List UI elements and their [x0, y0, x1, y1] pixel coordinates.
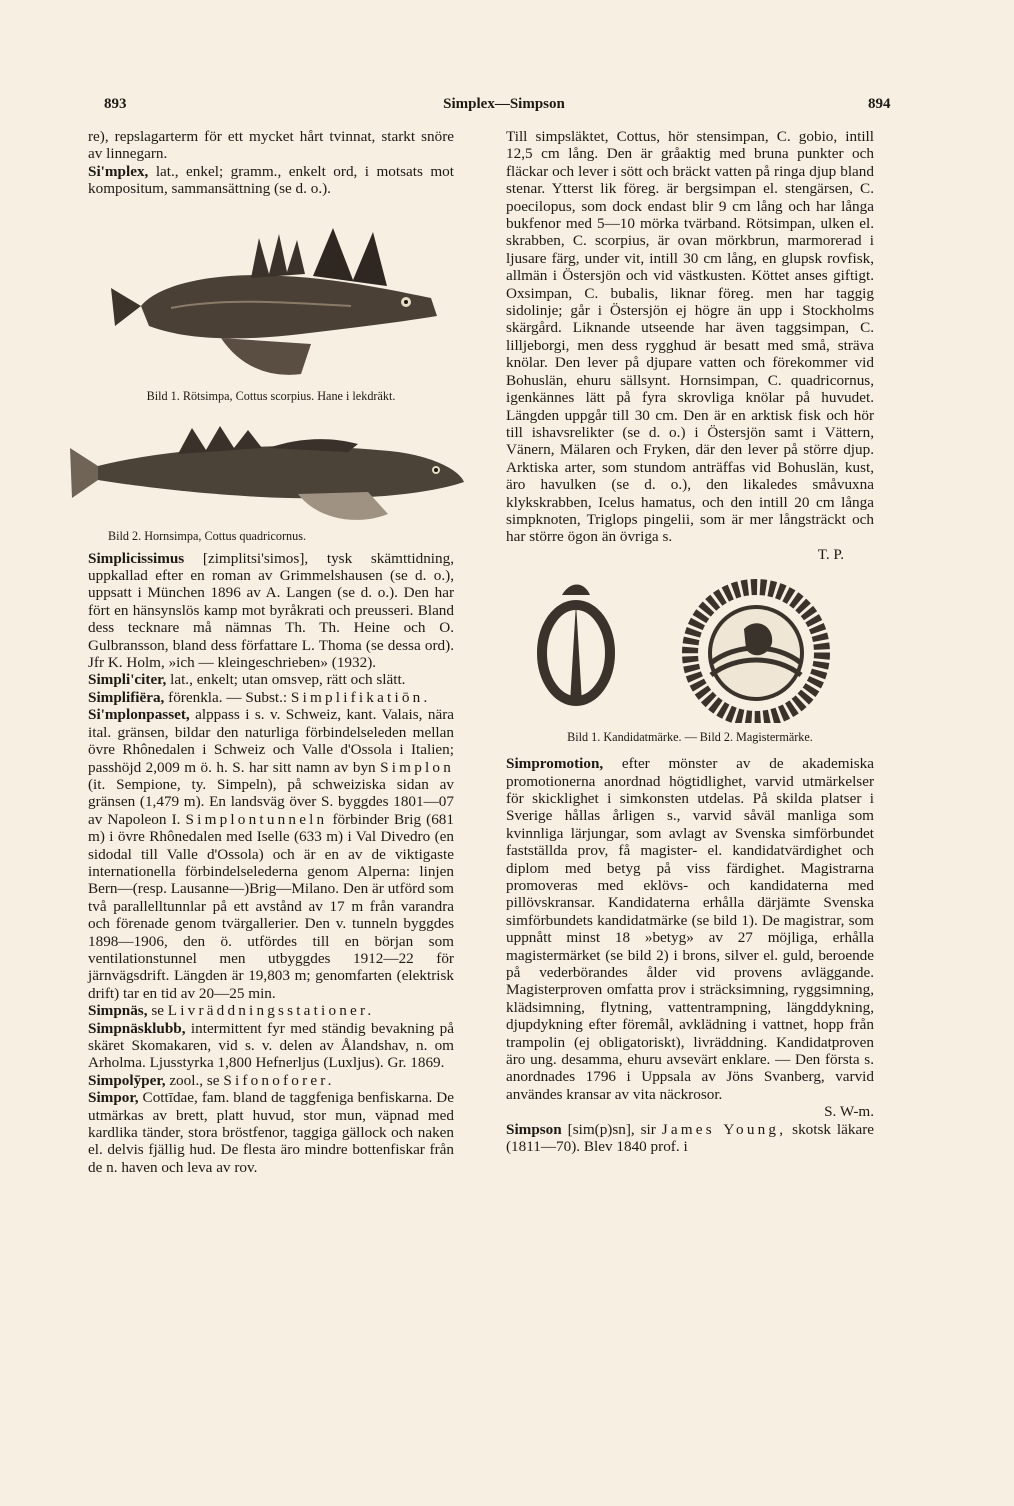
spaced-term: Livräddningsstationer. — [167, 1002, 375, 1020]
entry-text: [sim(p)sn], sir — [561, 1120, 662, 1138]
entry-text: se — [147, 1002, 168, 1020]
headword: Simplicissimus — [88, 549, 185, 567]
entry-simpnasklubb — [88, 1020, 454, 1072]
headword: Simpson — [506, 1120, 562, 1138]
figure-caption: Bild 2. Hornsimpa, Cottus quadricornus. — [108, 528, 307, 543]
spaced-term: Sifonoforer. — [223, 1071, 335, 1089]
entry-text: skotsk läkare (1811—70). Blev 1840 prof. i — [506, 1120, 874, 1156]
entry-text: efter mönster av de akademiska promotionerna anordnad högtidlighet, varvid utmärkelser för skicklighet i simkonsten utdelas. På skilda platser i Sverige hållas årligen s., varvid såväl manliga som kvinnliga lärjungar, som avlagt av Svenska simförbundet fastställda prov, få magister- el. kandidatvärdighet och diplom med betyg på viss färdighet. Magistrarna promoveras med eklövs- och kandidaterna med pillövskransar. Kandidaterna erhålla därjämte Svenska simförbundets kandidatmärke (se bild 1). De magistrar, som uppnått minst 18 »betyg» av 27 möjliga, erhålla magistermärket (se bild 2) i brons, silver el. guld, beroende på vederbörandes ålder vid provens avläggande. Magisterproven omfatta prov i sträcksimning, ryggsimning, klädsimning, flytning, vattentrampning, längddykning, djupdykning efter föremål, avklädning i vattnet, hopp från trampolin (ej obligatoriskt), livräddning. Kandidatproven äro ung. desamma, ehuru avsevärt enklare. — Den första s. anordnades 1796 i Uppsala av Jöns Svanberg, varvid användes kransar av vita näckrosor. — [506, 755, 874, 1103]
entry-text: lat., enkel; gramm., enkelt ord, i motsats mot kompositum, sammansättning (se d. o.). — [88, 162, 454, 198]
entry-text: intermittent fyr med ständig bevakning på skäret Skomakaren, vid s. v. delen av Ålandshav, n. om Arholma. Ljusstyrka 1,800 Hefnerljus (Luxljus). Gr. 1869. — [88, 1019, 454, 1072]
headword: Simplifiëra, — [88, 688, 165, 706]
figure-caption: Bild 1. Kandidatmärke. — Bild 2. Magistermärke. — [567, 730, 813, 745]
entry-simpliciter — [88, 671, 454, 688]
spaced-term: James Young, — [661, 1120, 787, 1138]
entry-text: förenkla. — Subst.: — [164, 688, 291, 706]
headword: Simpor, — [88, 1089, 139, 1107]
entry-simplifiera — [88, 689, 454, 706]
magistermarke-badge — [690, 587, 822, 719]
left-page-number: 893 — [104, 96, 127, 112]
kandidatmarke-badge — [542, 585, 610, 704]
spaced-term: Simplifikatiōn. — [290, 688, 431, 706]
entry-text: Till simpsläktet, Cottus, hör stensimpan, C. gobio, intill 12,5 cm lång. Den är gråaktig med bruna punkter och fläckar och lever i sött och bräckt vatten på ringa djup bland stenar. Ytterst lik föreg. är bergsimpan el. stengärsen, C. poecilopus, som dock endast blir 9 cm lång och har långa bukfenor med 5—10 mörka tvärband. Rötsimpan, ulken el. skrabben, C. scorpius, är ovan mörkbrun, marmorerad i ljusare färg, under vit, intill 30 cm lång, en glupsk rovfisk, allmän i Östersjön och vid västkusten. Köttet anses giftigt. Oxsimpan, C. bubalis, liknar föreg. men har taggig sidolinje; går i Östersjön ej högre än upp i Stockholms skärgård. Liknande utseende har även taggsimpan, C. lilljeborgi, men dess rygghud är besatt med små, sträva knölar. Den lever på djupare vatten och förekommer vid Bohuslän, ehuru sällsynt. Hornsimpan, C. quadricornus, igenkännes lätt på fyra skrovliga knölar på huvudet. Längden uppgår till 30 cm. Den är en arktisk fisk och hör till ishavsrelikter (se d. o.) i Östersjön samt i Vättern, Vänern, Mälaren och Fryken, där den lever på större djup. Arktiska arter, som stundom anträffas vid Bohuslän, kust, äro havulken (se d. o.), den likaledes småvuxna klykskrabben, Icelus hamatus, och den intill 20 cm långa simpknoten, Triglops pingelii, som är mer långsträckt och har större ögon än övriga s. — [506, 128, 874, 546]
fish-illustration-rotsimpa — [101, 198, 441, 388]
entry-simpson — [506, 1121, 874, 1156]
entry-simplonpasset — [88, 706, 454, 1002]
entry-text: förbinder Brig (681 m) i övre Rhônedalen med Iselle (633 m) i Val Divedro (en sidodal till Valle d'Ossola) och är en av de viktigaste internationella förbindelselederna genom Alperna: linjen Bern—(resp. Lausanne—)Brig—Milano. Den är utförd som två parallelltunnlar på ett avstånd av 17 m från varandra och förenade genom tvärgallerier. Den v. tunneln byggdes 1898—1906, den ö. utfördes till en början som ventilationstunnel men utbyggdes 1912—22 för järnvägsdrift. Längden är 19,803 m; genomfarten (elektrisk drift) tar en tid av 20—25 min. — [88, 810, 454, 1002]
right-page-number: 894 — [868, 96, 891, 112]
entry-text: Cottīdae, fam. bland de taggfeniga benfiskarna. De utmärkas av brett, platt huvud, stor mun, väpnad med kardlika tänder, stora bröstfenor, taggiga gällock och naken el. delvis fjällig hud. De flesta äro mindre bottenfiskar från de n. haven och leva av rov. — [88, 1089, 454, 1176]
headword: Simpnäs, — [88, 1002, 148, 1020]
swim-badges-illustration — [506, 573, 874, 723]
right-column — [506, 128, 874, 1156]
headword: Simpromotion, — [506, 755, 604, 773]
running-head: Simplex—Simpson — [443, 96, 565, 112]
entry-simpromotion — [506, 755, 874, 1103]
headword: Si'mplex, — [88, 162, 149, 180]
spaced-term: Simplontunneln — [185, 810, 328, 828]
figure-caption: Bild 1. Rötsimpa, Cottus scorpius. Hane i lekdräkt. — [146, 388, 396, 403]
entry-simplicissimus — [88, 550, 454, 672]
fish-illustration-hornsimpa — [68, 408, 468, 528]
headword: Simpnäsklubb, — [88, 1019, 186, 1037]
entry-text: lat., enkelt; utan omsvep, rätt och slätt. — [166, 671, 406, 689]
spaced-term: Simplon — [380, 758, 454, 776]
entry-text: zool., se — [165, 1071, 224, 1089]
entry-simpnas — [88, 1002, 454, 1019]
entry-simpolyper — [88, 1072, 454, 1089]
entry-text: [zimplitsi'simos], tysk skämttidning, uppkallad efter en roman av Grimmelshausen (se d. o.), uppsatt i München 1896 av A. Langen (se d. o.). Den har fört en hänsynslös kamp mot byråkrati och preusseri. Bland dess tecknare må nämnas Th. Th. Heine och O. Gulbransson, bland dess författare L. Thoma (se dessa ord). Jfr K. Holm, »ich — kleingeschrieben» (1932). — [88, 549, 454, 672]
headword: Simpolȳper, — [88, 1071, 166, 1089]
headword: Simpli'citer, — [88, 671, 167, 689]
entry-simpor — [88, 1089, 454, 1176]
entry-text: (it. Sempione, ty. Simpeln), på schweiziska sidan av gränsen (1,479 m). En landsväg över S. byggdes 1801—07 av Napoleon I. — [88, 775, 454, 828]
entry-simplex — [88, 163, 454, 198]
entry-text: re), repslagarterm för ett mycket hårt tvinnat, starkt snöre av linnegarn. — [88, 128, 454, 163]
left-column — [88, 128, 454, 1176]
author-signature: T. P. — [817, 545, 844, 563]
headword: Si'mplonpasset, — [88, 706, 190, 724]
entry-text: alppass i s. v. Schweiz, kant. Valais, nära ital. gränsen, bildar den naturliga förbindelseleden mellan övre Rhônedalen i Schweiz och Valle d'Ossola i Italien; passhöjd 2,009 m ö. h. S. har sitt namn av byn — [88, 706, 454, 776]
author-signature: S. W-m. — [824, 1103, 874, 1121]
